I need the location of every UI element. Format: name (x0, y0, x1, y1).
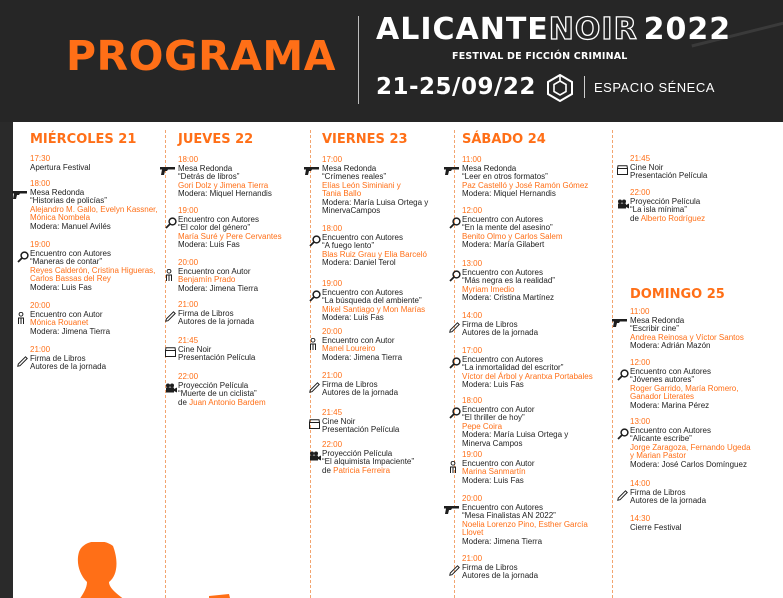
event-time: 21:45 (178, 336, 199, 345)
event-title: Firma de Libros (322, 379, 378, 389)
event-title: Firma de Libros (178, 308, 234, 318)
event-title: “Leer en otros formatos” (462, 172, 548, 181)
event-title: Firma de Libros (462, 562, 518, 572)
event-time: 21:00 (178, 300, 199, 309)
event-time: 19:00 (462, 450, 483, 459)
magnifier-icon (309, 235, 321, 250)
event-title: “Historias de policías” (30, 196, 107, 205)
event-time: 18:00 (462, 396, 483, 405)
event-time: 17:00 (462, 346, 483, 355)
event-time: 21:00 (322, 371, 343, 380)
event-title: “El color del género” (178, 223, 251, 232)
programme-event (322, 328, 402, 362)
programme-event (322, 441, 414, 475)
person-icon (165, 269, 173, 284)
event-title: Encuentro con Autores (462, 214, 543, 224)
programme-event (30, 241, 155, 292)
event-speakers: Myriam Imedio (462, 284, 515, 294)
event-title: Autores de la jornada (322, 388, 399, 397)
programme-event (322, 156, 428, 216)
event-title: Encuentro con Autor (462, 404, 535, 414)
event-time: 14:30 (630, 514, 651, 523)
column-divider (310, 130, 311, 598)
programme-event (322, 280, 425, 323)
festival-dates: 21-25/09/22 (376, 74, 536, 100)
column-divider (612, 130, 613, 598)
event-title: Autores de la jornada (630, 496, 707, 505)
magnifier-icon (17, 251, 29, 266)
person-icon (449, 461, 457, 476)
event-speakers: Blas Ruiz Grau y Elia Barceló (322, 249, 427, 259)
event-title: Encuentro con Autores (322, 232, 403, 242)
director-prefix: de (178, 397, 190, 407)
event-moderator: Modera: Jimena Tierra (30, 326, 111, 336)
programme-event (630, 418, 751, 469)
header (0, 0, 783, 122)
event-time: 22:00 (322, 440, 343, 449)
event-time: 22:00 (178, 372, 199, 381)
event-speakers: Noelia Lorenzo Pino, Esther García (462, 519, 588, 529)
event-title: Encuentro con Autor (30, 309, 103, 319)
director-prefix: de (630, 213, 641, 223)
event-title: Proyección Película (322, 448, 393, 458)
event-title: Encuentro con Autor (462, 458, 535, 468)
programme-event (30, 155, 90, 172)
programme-event (630, 308, 744, 351)
clapper-icon (309, 419, 320, 432)
event-moderator: Modera: Miquel Hernandis (178, 189, 272, 198)
programme-event (178, 259, 258, 293)
event-title: “Jóvenes autores” (630, 375, 695, 384)
event-title: Proyección Película (630, 196, 701, 206)
event-title: “Crímenes reales” (322, 172, 387, 181)
event-moderator: Modera: Daniel Terol (322, 258, 396, 267)
event-speakers: Tania Ballo (322, 189, 362, 198)
magnifier-icon (449, 407, 461, 422)
event-moderator: MinervaCampos (322, 206, 381, 215)
event-speakers: Roger Garrido, María Romero, (630, 383, 739, 393)
event-time: 19:00 (178, 206, 199, 215)
event-speakers: Mónica Rouanet (30, 318, 89, 327)
event-speakers: María Suré y Pere Cervantes (178, 231, 282, 241)
event-time: 12:00 (462, 206, 483, 215)
event-time: 19:00 (322, 279, 343, 288)
event-title: “A fuego lento” (322, 241, 375, 250)
programme-event (630, 480, 706, 506)
event-moderator: Modera: Luis Fas (30, 282, 92, 292)
programme-event (30, 346, 106, 372)
event-moderator: Modera: José Carlos Domínguez (630, 459, 747, 469)
event-title: Cine Noir (178, 344, 212, 354)
programme-event (462, 347, 593, 390)
event-title: Mesa Redonda (462, 163, 517, 173)
event-title: Encuentro con Autor (322, 335, 395, 345)
projector-icon (617, 199, 629, 212)
event-time: 17:00 (322, 155, 343, 164)
magnifier-icon (617, 369, 629, 384)
event-moderator: Modera: Jimena Tierra (178, 283, 259, 293)
event-title: Apertura Festival (30, 162, 91, 172)
event-moderator: Modera: Luis Fas (462, 475, 524, 485)
day-heading: VIERNES 23 (322, 132, 408, 147)
programme-event (630, 155, 707, 181)
event-speakers: Ganador Literates (630, 392, 695, 401)
venue-logo-icon (546, 74, 574, 102)
programme-event (462, 312, 538, 338)
programme-event (178, 337, 255, 363)
programme-event (322, 409, 399, 435)
event-moderator: Modera: Luis Fas (462, 380, 524, 389)
event-title: “El alquimista Impaciente” (322, 457, 415, 466)
pen-icon (449, 565, 460, 579)
pistol-icon (12, 190, 28, 202)
person-icon (17, 312, 25, 327)
event-title: Autores de la jornada (178, 317, 255, 326)
event-title: Firma de Libros (630, 487, 686, 497)
event-title: Presentación Película (630, 171, 708, 180)
event-time: 22:00 (630, 188, 651, 197)
event-moderator: Modera: Cristina Martínez (462, 293, 555, 302)
event-moderator: Modera: Luis Fas (322, 313, 384, 322)
page-title: PROGRAMA (66, 32, 336, 80)
pistol-icon (160, 166, 176, 178)
programme-event (30, 302, 110, 336)
pistol-icon (304, 166, 320, 178)
event-title: Mesa Redonda (30, 187, 85, 197)
event-speakers: Manel Loureiro (322, 344, 376, 353)
event-title: “El thriller de hoy” (462, 413, 525, 422)
event-title: Encuentro con Autor (178, 266, 251, 276)
day-heading: MIÉRCOLES 21 (30, 132, 137, 147)
pistol-icon (612, 318, 628, 330)
event-moderator: Modera: Marina Pérez (630, 400, 710, 410)
festival-logo (376, 12, 731, 47)
event-title: Mesa Redonda (630, 315, 685, 325)
event-moderator: Modera: María Gilabert (462, 240, 545, 249)
event-title: Mesa Redonda (178, 163, 233, 173)
pistol-icon (444, 166, 460, 178)
event-moderator: Minerva Campos (462, 438, 523, 448)
event-speakers: Benjamín Prado (178, 275, 236, 284)
event-time: 20:00 (322, 327, 343, 336)
event-speakers: Gori Dolz y Jimena Tierra (178, 180, 269, 190)
event-time: 12:00 (630, 358, 651, 367)
brand-name: ALICANTE (376, 12, 549, 47)
event-speakers: Marina Sanmartín (462, 467, 526, 476)
event-title: Presentación Película (178, 353, 256, 362)
event-time: 18:00 (178, 155, 199, 164)
event-time: 14:00 (630, 479, 651, 488)
event-speakers: Andrea Reinosa y Víctor Santos (630, 332, 744, 342)
programme-event (30, 180, 158, 231)
event-speakers: Alejandro M. Gallo, Evelyn Kassner, (30, 204, 158, 214)
event-time: 21:45 (630, 154, 651, 163)
event-moderator: Modera: Manuel Avilés (30, 221, 111, 231)
event-title: Encuentro con Autores (178, 214, 259, 224)
projector-icon (309, 451, 321, 464)
event-time: 18:00 (30, 179, 51, 188)
event-title: Encuentro con Autores (30, 248, 111, 258)
event-title: “En la mente del asesino” (462, 223, 553, 232)
programme-event (630, 359, 738, 410)
event-moderator: Modera: Miquel Hernandis (462, 189, 556, 198)
programme-event (178, 373, 266, 407)
event-time: 21:45 (322, 408, 343, 417)
event-time: 13:00 (630, 417, 651, 426)
event-moderator: Modera: Adrián Mazón (630, 341, 711, 350)
event-speakers: Jorge Zaragoza, Fernando Ugeda (630, 442, 751, 452)
person-icon (309, 338, 317, 353)
event-title: Proyección Película (178, 380, 249, 390)
event-title: “Muerte de un ciclista” (178, 389, 257, 398)
event-title: Cine Noir (630, 162, 664, 172)
event-title: Firma de Libros (30, 353, 86, 363)
clapper-icon (617, 165, 628, 178)
magnifier-icon (617, 428, 629, 443)
magnifier-icon (165, 217, 177, 232)
programme-event (462, 156, 588, 199)
event-speakers: Mónica Nombela (30, 213, 91, 222)
day-heading: SÁBADO 24 (462, 132, 546, 147)
event-speakers: Paz Castelló y José Ramón Gómez (462, 180, 589, 190)
event-title: “Mesa Finalistas AN 2022” (462, 511, 556, 520)
programme-event (462, 397, 568, 448)
event-moderator: Modera: Jimena Tierra (322, 352, 403, 362)
event-title: Encuentro con Autores (630, 425, 711, 435)
pen-icon (617, 490, 628, 504)
event-title: Cine Noir (322, 416, 356, 426)
event-title: Autores de la jornada (462, 571, 539, 580)
clapper-icon (165, 347, 176, 360)
event-speakers: Pepe Coira (462, 421, 503, 431)
programme-event (178, 301, 254, 327)
pen-icon (17, 356, 28, 370)
event-title: Encuentro con Autores (462, 267, 543, 277)
brand-year: 2022 (643, 12, 732, 47)
event-moderator: Modera: María Luisa Ortega y (462, 430, 569, 439)
event-speakers: de Juan Antonio Bardem (178, 397, 266, 407)
event-time: 20:00 (178, 258, 199, 267)
magnifier-icon (449, 270, 461, 285)
director-prefix: de (322, 465, 334, 475)
venue-divider (584, 76, 585, 98)
pistol-icon (444, 505, 460, 517)
event-title: Autores de la jornada (30, 362, 107, 371)
day-heading: DOMINGO 25 (630, 287, 725, 302)
programme-event (178, 207, 282, 250)
event-moderator: Modera: María Luisa Ortega y (322, 197, 429, 207)
event-title: “Alicante escribe” (630, 434, 692, 443)
event-title: Presentación Película (322, 425, 400, 434)
event-moderator: Modera: Jimena Tierra (462, 536, 543, 546)
event-title: Autores de la jornada (462, 328, 539, 337)
event-title: “La inmortalidad del escritor” (462, 363, 564, 372)
event-title: Encuentro con Autores (630, 366, 711, 376)
column-divider (165, 130, 166, 598)
event-speakers: Víctor del Árbol y Arantxa Portabales (462, 371, 593, 381)
programme-event (178, 156, 272, 199)
event-time: 21:00 (30, 345, 51, 354)
event-speakers: Carlos Bassas del Rey (30, 274, 111, 283)
day-heading: JUEVES 22 (178, 132, 254, 147)
pen-icon (165, 311, 176, 325)
header-divider (358, 16, 359, 104)
programme-event (630, 515, 682, 532)
event-time: 20:00 (462, 494, 483, 503)
event-title: “Maneras de contar” (30, 257, 103, 266)
venue-name: ESPACIO SÉNECA (594, 80, 715, 95)
event-title: “Detrás de libros” (178, 172, 240, 181)
event-moderator: Modera: Luis Fas (178, 240, 240, 249)
event-speakers: de Patricia Ferreira (322, 465, 391, 475)
woman-with-gun-silhouette (13, 542, 248, 598)
programme-event (462, 207, 562, 250)
event-time: 18:00 (322, 224, 343, 233)
programme-panel (13, 122, 783, 598)
event-speakers: Mikel Santiago y Mon Marías (322, 304, 426, 314)
event-speakers: Elías León Siminiani y (322, 180, 401, 190)
pen-icon (309, 382, 320, 396)
event-title: “Más negra es la realidad” (462, 276, 555, 285)
event-title: Firma de Libros (462, 319, 518, 329)
event-title: Encuentro con Autores (462, 354, 543, 364)
programme-event (462, 495, 588, 546)
event-time: 13:00 (462, 259, 483, 268)
event-time: 20:00 (30, 301, 51, 310)
event-time: 11:00 (462, 155, 482, 164)
event-speakers: Reyes Calderón, Cristina Higueras, (30, 265, 156, 275)
event-title: Encuentro con Autores (462, 502, 543, 512)
event-speakers: Benito Olmo y Carlos Salem (462, 231, 563, 241)
event-title: “Escribir cine” (630, 324, 679, 333)
event-title: Encuentro con Autores (322, 287, 403, 297)
brand-noir: NOIR (548, 12, 638, 47)
programme-event (462, 260, 555, 303)
magnifier-icon (449, 357, 461, 372)
magnifier-icon (309, 290, 321, 305)
event-time: 21:00 (462, 554, 483, 563)
pen-icon (449, 322, 460, 336)
event-speakers: Llovet (462, 528, 484, 537)
event-title: “La isla mínima” (630, 205, 687, 214)
event-title: “La búsqueda del ambiente” (322, 296, 422, 305)
event-speakers: de Alberto Rodríguez (630, 213, 706, 223)
programme-event (462, 555, 538, 581)
programme-event (630, 189, 705, 223)
projector-icon (165, 383, 177, 396)
programme-event (462, 451, 535, 485)
event-title: Cierre Festival (630, 522, 682, 532)
programme-event (322, 372, 398, 398)
event-time: 11:00 (630, 307, 650, 316)
programme-event (322, 225, 427, 268)
event-time: 19:00 (30, 240, 51, 249)
festival-subtitle: FESTIVAL DE FICCIÓN CRIMINAL (452, 51, 628, 62)
event-title: Mesa Redonda (322, 163, 377, 173)
magnifier-icon (449, 217, 461, 232)
event-time: 14:00 (462, 311, 483, 320)
event-time: 17:30 (30, 154, 51, 163)
event-speakers: y Marian Pastor (630, 451, 687, 460)
